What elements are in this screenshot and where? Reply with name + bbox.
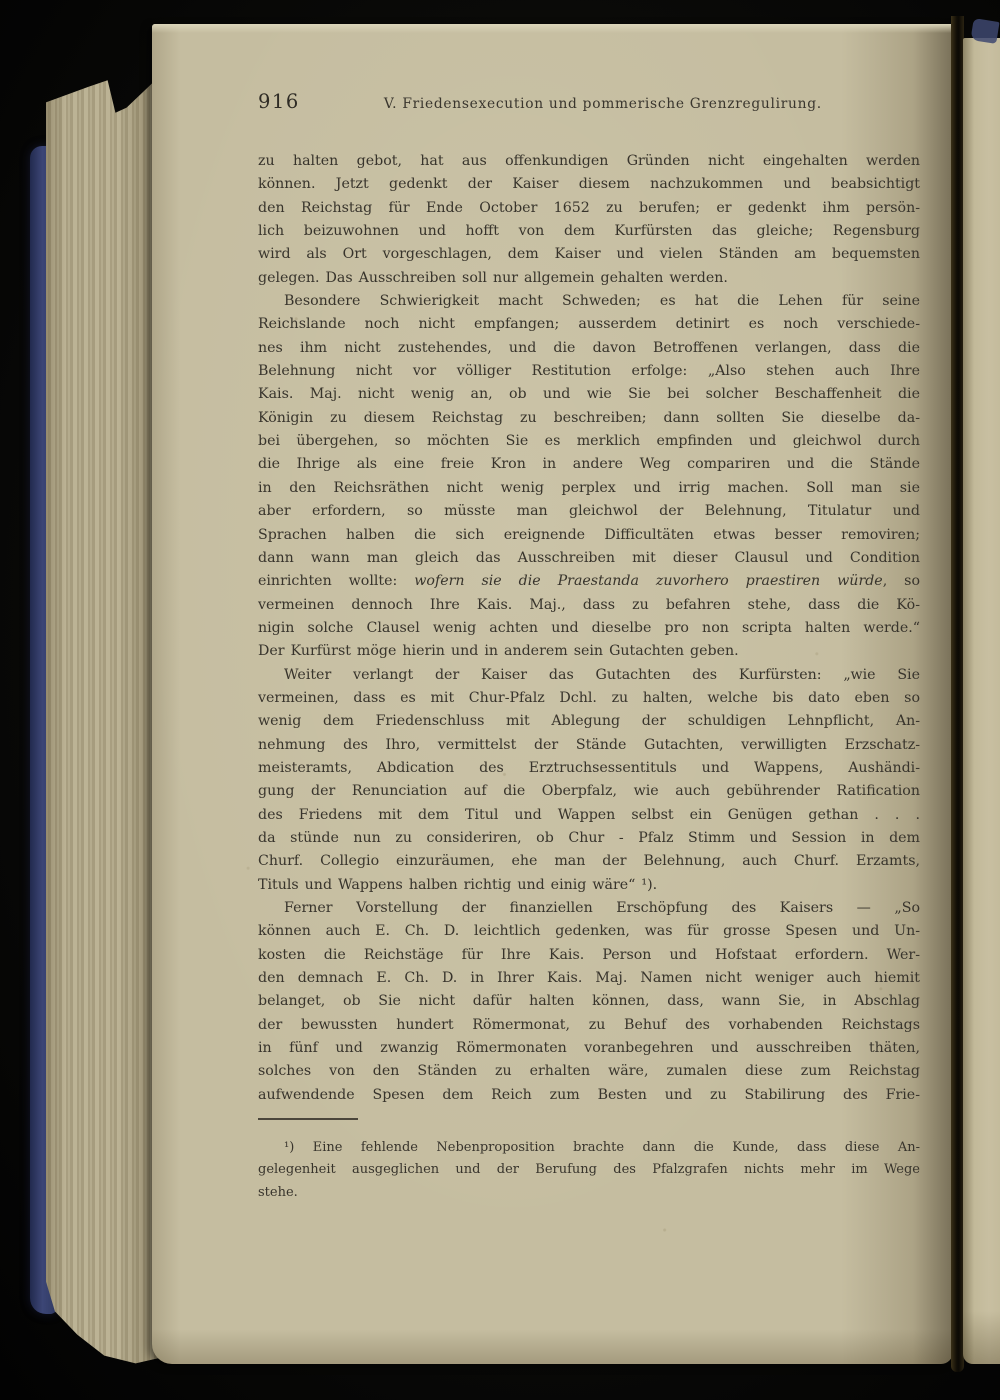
body-text-line: Churf. Collegio einzuräumen, ehe man der Belehnung, auch Churf. Erzamts,: [258, 853, 920, 870]
page-edge-stack: [46, 66, 158, 1366]
body-text-line: kosten die Reichstäge für Ihre Kais. Person und Hofstaat erfordern. Wer-: [258, 946, 920, 963]
body-text-line: Kais. Maj. nicht wenig an, ob und wie Sie bei solcher Beschaffenheit die: [258, 386, 920, 403]
body-text-line: Königin zu diesem Reichstag zu beschreiben; dann sollten Sie dieselbe da-: [258, 409, 920, 426]
facing-cover-peek: [970, 18, 999, 44]
footnote-rule: [258, 1118, 358, 1120]
body-text-line: solches von den Ständen zu erhalten wäre, zumalen diese zum Reichstag: [258, 1063, 920, 1080]
footnote-line: ¹) Eine fehlende Nebenproposition brachte dann die Kunde, dass diese An-: [284, 1140, 920, 1156]
body-text-line: in den Reichsräthen nicht wenig perplex und irrig machen. Soll man sie: [258, 479, 920, 496]
body-text-line: Tituls und Wappens halben richtig und einig wäre“ ¹).: [258, 876, 658, 893]
footnote-line: stehe.: [258, 1184, 298, 1200]
body-text-line: da stünde nun zu consideriren, ob Chur - Pfalz Stimm und Session in dem: [258, 829, 920, 846]
body-text-line: belanget, ob Sie nicht dafür halten können, dass, wann Sie, in Abschlag: [258, 993, 920, 1010]
body-text-line: Sprachen halben die sich ereignende Difficultäten etwas besser removiren;: [258, 526, 920, 543]
page-header: [258, 90, 920, 116]
body-text-line: nes ihm nicht zustehendes, und die davon Betroffenen verlangen, dass die: [258, 339, 920, 356]
body-text-line: nigin solche Clausel wenig achten und dieselbe pro non scripta halten werde.“: [258, 619, 920, 636]
body-text-line: gelegen. Das Ausschreiben soll nur allgemein gehalten werden.: [258, 269, 728, 286]
body-text-line: können. Jetzt gedenkt der Kaiser diesem nachzukommen und beabsichtigt: [258, 176, 920, 193]
running-header: V. Friedensexecution und pommerische Grenzregulirung.: [383, 96, 822, 112]
body-text-line: lich beizuwohnen und hofft von dem Kurfürsten das gleiche; Regensburg: [258, 223, 920, 240]
body-text-line: vermeinen, dass es mit Chur-Pfalz Dchl. zu halten, welche bis dato eben so: [258, 689, 920, 706]
body-text-line: Besondere Schwierigkeit macht Schweden; es hat die Lehen für seine: [284, 293, 920, 310]
body-text-line: nehmung des Ihro, vermittelst der Stände Gutachten, verwilligten Erzschatz-: [258, 736, 920, 753]
body-text-line: in fünf und zwanzig Römermonaten voranbegehren und ausschreiben thäten,: [258, 1040, 920, 1057]
body-text-line: aber erfordern, so müsste man gleichwol der Belehnung, Titulatur und: [258, 503, 920, 520]
facing-page-edge: [963, 38, 1000, 1364]
body-text-line: meisteramts, Abdication des Erztruchsessentituls und Wappens, Aushändi-: [258, 759, 920, 776]
body-text-line: wird als Ort vorgeschlagen, dem Kaiser und vielen Ständen am bequemsten: [258, 246, 920, 263]
body-text-line: einrichten wollte: wofern sie die Praestanda zuvorhero praestiren würde, so: [258, 573, 920, 590]
body-text-line: wenig dem Friedenschluss mit Ablegung der schuldigen Lehnpflicht, An-: [258, 713, 920, 730]
body-text-line: die Ihrige als eine freie Kron in andere Weg compariren und die Stände: [258, 456, 920, 473]
body-text-line: dann wann man gleich das Ausschreiben mit dieser Clausul und Condition: [258, 549, 920, 566]
body-text-line: Der Kurfürst möge hierin und in anderem sein Gutachten geben.: [258, 643, 739, 660]
body-text-line: können auch E. Ch. D. leichtlich gedenken, was für grosse Spesen und Un-: [258, 923, 920, 940]
body-text-line: vermeinen dennoch Ihre Kais. Maj., dass zu befahren stehe, dass die Kö-: [258, 596, 920, 613]
page-number: 916: [258, 90, 300, 113]
book-page: [152, 24, 953, 1364]
body-text-line: Reichslande noch nicht empfangen; ausserdem detinirt es noch verschiede-: [258, 316, 920, 333]
body-text-line: des Friedens mit dem Titul und Wappen selbst ein Genügen gethan . . .: [258, 806, 920, 823]
body-text-line: den Reichstag für Ende October 1652 zu berufen; er gedenkt ihm persön-: [258, 199, 920, 216]
body-text-line: Ferner Vorstellung der finanziellen Erschöpfung des Kaisers — „So: [284, 900, 920, 916]
footnote-line: gelegenheit ausgeglichen und der Berufung des Pfalzgrafen nichts mehr im Wege: [258, 1162, 920, 1178]
body-text-line: gung der Renunciation auf die Oberpfalz, wie auch gebührender Ratification: [258, 783, 920, 800]
footnote-text: [258, 1137, 920, 1204]
body-text-line: der bewussten hundert Römermonat, zu Behuf des vorhabenden Reichstags: [258, 1016, 920, 1033]
body-text-line: Weiter verlangt der Kaiser das Gutachten des Kurfürsten: „wie Sie: [284, 666, 920, 683]
body-text-line: bei übergehen, so möchten Sie es merklich empfinden und gleichwol durch: [258, 433, 920, 450]
page-content: [258, 90, 920, 1204]
body-text-line: Belehnung nicht vor völliger Restitution erfolge: „Also stehen auch Ihre: [258, 363, 920, 380]
body-text-line: den demnach E. Ch. D. in Ihrer Kais. Maj. Namen nicht weniger auch hiemit: [258, 970, 920, 987]
body-text-line: aufwendende Spesen dem Reich zum Besten und zu Stabilirung des Frie-: [258, 1086, 920, 1103]
body-text: [258, 150, 920, 1107]
body-text-line: zu halten gebot, hat aus offenkundigen Gründen nicht eingehalten werden: [258, 153, 920, 169]
